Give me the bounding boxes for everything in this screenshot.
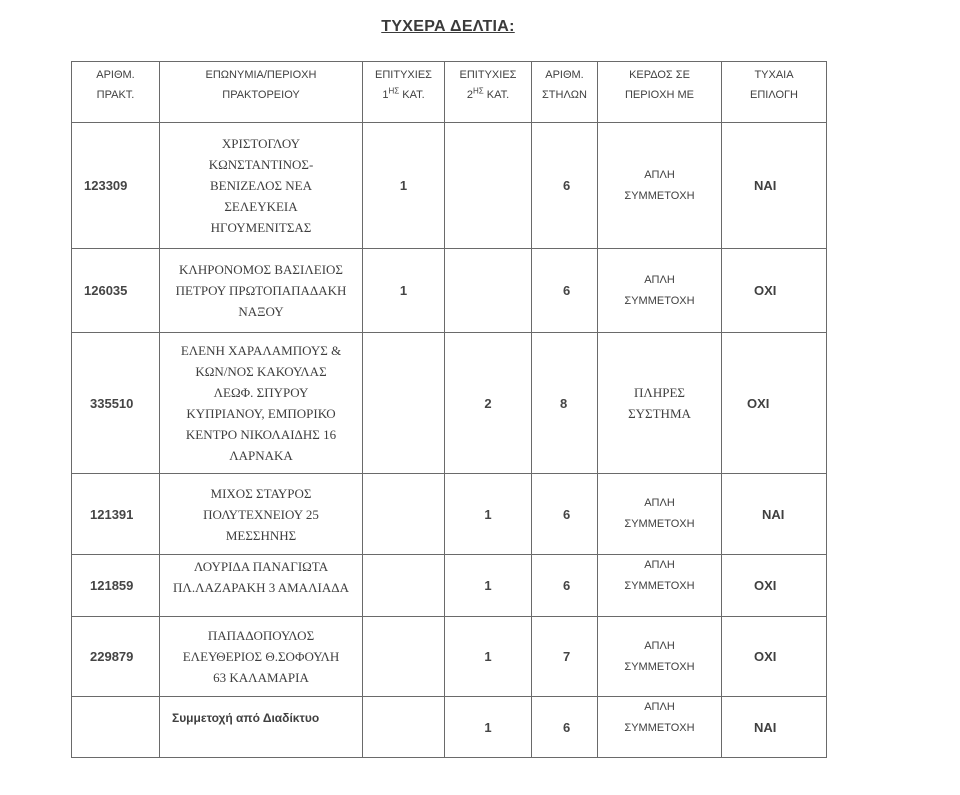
- agency-number: 126035: [72, 249, 160, 333]
- agency-name: Συμμετοχή από Διαδίκτυο: [160, 697, 363, 758]
- gain-type: ΑΠΛΗ ΣΥΜΜΕΤΟΧΗ: [598, 555, 722, 617]
- agency-number: 335510: [72, 333, 160, 474]
- random-pick: ΝΑΙ: [722, 697, 827, 758]
- header-columns-count: ΑΡΙΘΜ. ΣΤΗΛΩΝ: [532, 62, 598, 123]
- page-title: ΤΥΧΕΡΑ ΔΕΛΤΙΑ:: [381, 18, 515, 35]
- header-agency-name: ΕΠΩΝΥΜΙΑ/ΠΕΡΙΟΧΗ ΠΡΑΚΤΟΡΕΙΟΥ: [160, 62, 363, 123]
- table-row: [72, 249, 827, 333]
- agency-number: 121859: [72, 555, 160, 617]
- header-row: [72, 62, 827, 123]
- table-row: [72, 474, 827, 555]
- gain-type: ΑΠΛΗ ΣΥΜΜΕΤΟΧΗ: [598, 697, 722, 758]
- columns-count: 6: [532, 697, 598, 758]
- header-second-category: ΕΠΙΤΥΧΙΕΣ $2^{H\Sigma}$ ΚΑΤ.: [445, 62, 532, 123]
- columns-count: 6: [532, 555, 598, 617]
- second-category-wins: 1: [445, 617, 532, 697]
- agency-name: ΛΟΥΡΙΔΑ ΠΑΝΑΓΙΩΤΑ ΠΛ.ΛΑΖΑΡΑΚΗ 3 ΑΜΑΛΙΑΔΑ: [160, 555, 363, 617]
- random-pick: ΟΧΙ: [722, 617, 827, 697]
- columns-count: 8: [532, 333, 598, 474]
- header-random-pick: ΤΥΧΑΙΑ ΕΠΙΛΟΓΗ: [722, 62, 827, 123]
- random-pick: ΟΧΙ: [722, 249, 827, 333]
- first-category-wins: [363, 697, 445, 758]
- random-pick: ΟΧΙ: [722, 555, 827, 617]
- header-agency-no: ΑΡΙΘΜ. ΠΡΑΚΤ.: [72, 62, 160, 123]
- first-category-wins: 1: [363, 123, 445, 249]
- table-row: [72, 555, 827, 617]
- table-row: [72, 333, 827, 474]
- agency-number: 229879: [72, 617, 160, 697]
- gain-type: ΑΠΛΗ ΣΥΜΜΕΤΟΧΗ: [598, 123, 722, 249]
- second-category-wins: 1: [445, 474, 532, 555]
- columns-count: 6: [532, 474, 598, 555]
- columns-count: 6: [532, 249, 598, 333]
- agency-number: 121391: [72, 474, 160, 555]
- agency-number: 123309: [72, 123, 160, 249]
- second-category-wins: 2: [445, 333, 532, 474]
- agency-name: ΠΑΠΑΔΟΠΟΥΛΟΣ ΕΛΕΥΘΕΡΙΟΣ Θ.ΣΟΦΟΥΛΗ 63 ΚΑΛΑΜΑΡΙΑ: [160, 617, 363, 697]
- header-first-category: ΕΠΙΤΥΧΙΕΣ $1^{H\Sigma}$ ΚΑΤ.: [363, 62, 445, 123]
- second-category-wins: 1: [445, 555, 532, 617]
- second-category-wins: [445, 249, 532, 333]
- agency-name: ΚΛΗΡΟΝΟΜΟΣ ΒΑΣΙΛΕΙΟΣ ΠΕΤΡΟΥ ΠΡΩΤΟΠΑΠΑΔΑΚΗ ΝΑΞΟΥ: [160, 249, 363, 333]
- first-category-wins: [363, 617, 445, 697]
- agency-name: ΧΡΙΣΤΟΓΛΟΥ ΚΩΝΣΤΑΝΤΙΝΟΣ- ΒΕΝΙΖΕΛΟΣ ΝΕΑ ΣΕΛΕΥΚΕΙΑ ΗΓΟΥΜΕΝΙΤΣΑΣ: [160, 123, 363, 249]
- lucky-tickets-table: [71, 61, 827, 758]
- header-gain: ΚΕΡΔΟΣ ΣΕ ΠΕΡΙΟΧΗ ΜΕ: [598, 62, 722, 123]
- agency-name: ΕΛΕΝΗ ΧΑΡΑΛΑΜΠΟΥΣ & ΚΩΝ/ΝΟΣ ΚΑΚΟΥΛΑΣ ΛΕΩΦ. ΣΠΥΡΟΥ ΚΥΠΡΙΑΝΟΥ, ΕΜΠΟΡΙΚΟ ΚΕΝΤΡΟ ΝΙΚΟΛΑΙΔΗΣ 16 ΛΑΡΝΑΚΑ: [160, 333, 363, 474]
- random-pick: ΝΑΙ: [722, 474, 827, 555]
- agency-number: [72, 697, 160, 758]
- gain-type: ΠΛΗΡΕΣ ΣΥΣΤΗΜΑ: [598, 333, 722, 474]
- table-row: [72, 697, 827, 758]
- random-pick: ΝΑΙ: [722, 123, 827, 249]
- columns-count: 6: [532, 123, 598, 249]
- table-row: [72, 617, 827, 697]
- second-category-wins: [445, 123, 532, 249]
- gain-type: ΑΠΛΗ ΣΥΜΜΕΤΟΧΗ: [598, 249, 722, 333]
- gain-type: ΑΠΛΗ ΣΥΜΜΕΤΟΧΗ: [598, 474, 722, 555]
- first-category-wins: [363, 474, 445, 555]
- first-category-wins: [363, 555, 445, 617]
- second-category-wins: 1: [445, 697, 532, 758]
- agency-name: ΜΙΧΟΣ ΣΤΑΥΡΟΣ ΠΟΛΥΤΕΧΝΕΙΟΥ 25 ΜΕΣΣΗΝΗΣ: [160, 474, 363, 555]
- table-row: [72, 123, 827, 249]
- columns-count: 7: [532, 617, 598, 697]
- first-category-wins: 1: [363, 249, 445, 333]
- random-pick: ΟΧΙ: [722, 333, 827, 474]
- first-category-wins: [363, 333, 445, 474]
- gain-type: ΑΠΛΗ ΣΥΜΜΕΤΟΧΗ: [598, 617, 722, 697]
